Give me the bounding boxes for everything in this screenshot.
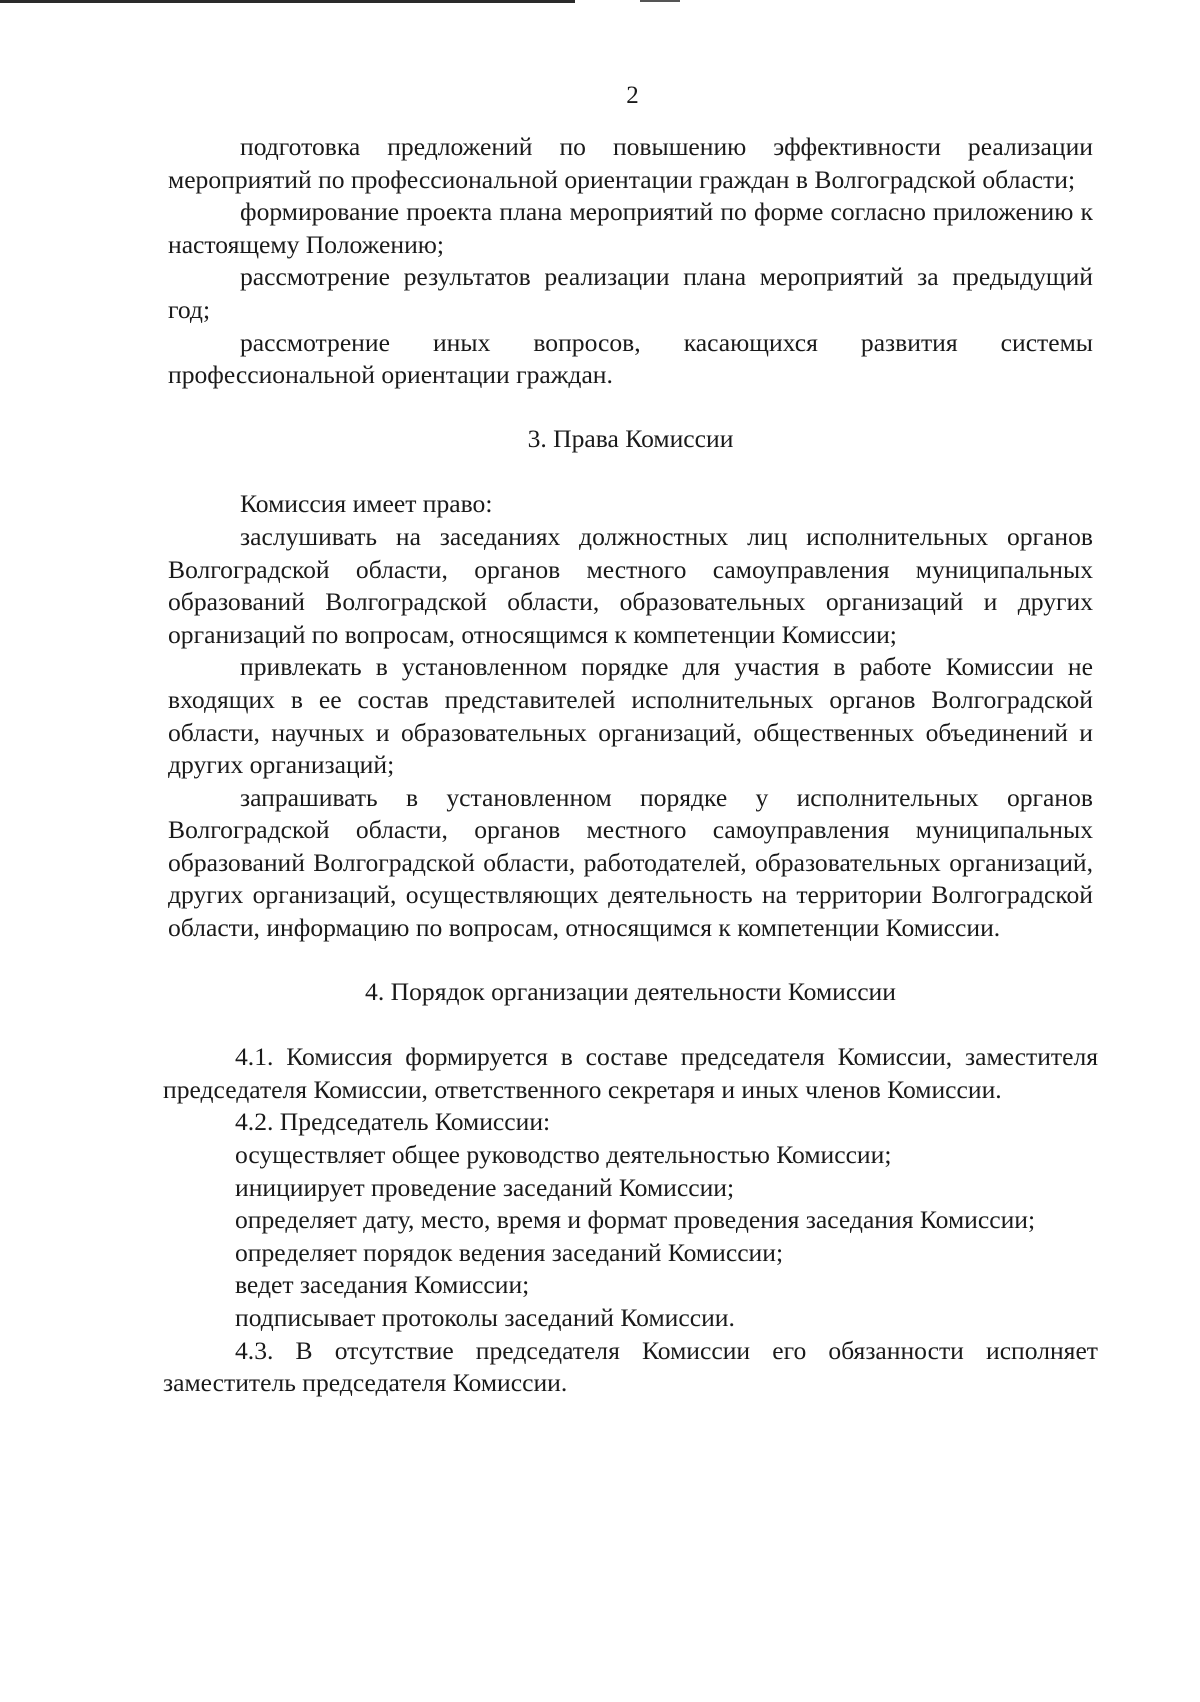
section2-item: рассмотрение результатов реализации плана мероприятий за предыдущий год; bbox=[168, 262, 1093, 324]
section3-item: заслушивать на заседаниях должностных лиц исполнительных органов Волгоградской области, органов местного самоуправления муниципальных образований Волгоградской области, образовательных организаций и других организаций по вопросам, относящимся к компетенции Комиссии; bbox=[168, 521, 1093, 649]
section4-heading: 4. Порядок организации деятельности Комиссии bbox=[365, 976, 896, 1006]
document-body bbox=[163, 131, 1098, 1400]
chairman-duty: подписывает протоколы заседаний Комиссии. bbox=[235, 1303, 735, 1332]
paragraph-4-2-intro: 4.2. Председатель Комиссии: bbox=[235, 1107, 551, 1137]
scan-edge-mark-2 bbox=[640, 0, 680, 2]
section2-item: рассмотрение иных вопросов, касающихся развития системы профессиональной ориентации граждан. bbox=[168, 327, 1093, 390]
section3-item: привлекать в установленном порядке для участия в работе Комиссии не входящих в ее состав представителей исполнительных органов Волгоградской области, научных и образовательных организаций, общественных объединений и других организаций; bbox=[168, 652, 1093, 780]
section2-item: подготовка предложений по повышению эффективности реализации мероприятий по профессиональной ориентации граждан в Волгоградской области; bbox=[168, 132, 1093, 194]
chairman-duty: инициирует проведение заседаний Комиссии; bbox=[235, 1172, 735, 1202]
section3-heading: 3. Права Комиссии bbox=[527, 423, 734, 453]
section3-item: запрашивать в установленном порядке у исполнительных органов Волгоградской области, органов местного самоуправления муниципальных образований Волгоградской области, работодателей, образовательных организаций, других организаций, осуществляющих деятельность на территории Волгоградской области, информацию по вопросам, относящимся к компетенции Комиссии. bbox=[168, 782, 1093, 943]
section4-body bbox=[163, 1041, 1098, 1400]
chairman-duty: ведет заседания Комиссии; bbox=[235, 1270, 530, 1300]
scan-edge-mark bbox=[0, 0, 575, 3]
chairman-duty: осуществляет общее руководство деятельностью Комиссии; bbox=[235, 1140, 892, 1170]
paragraph-4-1: 4.1. Комиссия формируется в составе председателя Комиссии, заместителя председателя Комиссии, ответственного секретаря и иных членов Комиссии. bbox=[163, 1042, 1098, 1104]
chairman-duty: определяет дату, место, время и формат проведения заседания Комиссии; bbox=[235, 1205, 1036, 1235]
page-number: 2 bbox=[626, 82, 639, 109]
section2-item: формирование проекта плана мероприятий по форме согласно приложению к настоящему Положению; bbox=[168, 197, 1093, 259]
section3-intro: Комиссия имеет право: bbox=[240, 489, 493, 519]
paragraph-4-3: 4.3. В отсутствие председателя Комиссии его обязанности исполняет заместитель председателя Комиссии. bbox=[163, 1335, 1098, 1398]
chairman-duty: определяет порядок ведения заседаний Комиссии; bbox=[235, 1237, 784, 1267]
